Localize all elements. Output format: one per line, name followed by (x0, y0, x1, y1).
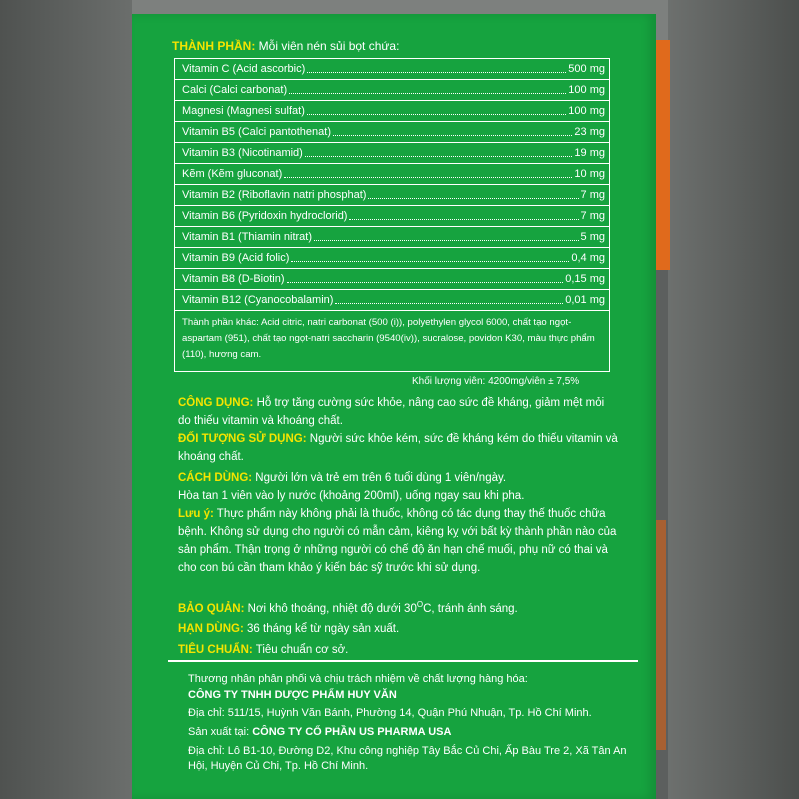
ingredient-name: Vitamin B5 (Calci pantothenat) (182, 126, 331, 138)
usage-section (178, 469, 618, 505)
manufacturer-intro: Sản xuất tại: (188, 726, 253, 738)
ingredient-amount: 100 mg (568, 105, 605, 117)
ingredient-amount: 500 mg (568, 63, 605, 75)
leader-dots (305, 156, 573, 157)
ingredients-intro: Mỗi viên nén sủi bọt chứa: (255, 39, 400, 53)
leader-dots (287, 282, 564, 283)
ingredient-name: Vitamin B3 (Nicotinamid) (182, 147, 303, 159)
leader-dots (368, 198, 578, 199)
section-divider (168, 660, 638, 662)
standard-keyword: TIÊU CHUẨN: (178, 644, 253, 656)
leader-dots (307, 72, 566, 73)
storage-keyword: BẢO QUẢN: (178, 602, 245, 615)
leader-dots (307, 114, 566, 115)
ingredients-heading (172, 39, 399, 53)
uses-text: Hỗ trợ tăng cường sức khỏe, nâng cao sức đề kháng, giảm mệt mỏi do thiếu vitamin và khoáng chất. (178, 397, 605, 427)
ingredient-amount: 100 mg (568, 84, 605, 96)
other-ingredients: Thành phần khác: Acid citric, natri carbonat (500 (i)), polyethylen glycol 6000, chất tạo ngọt-aspartam (951), chất tạo ngọt-natri saccharin (9540(iv)), sucralose, povidon K30, màu thực phẩm (110), hương cam. (182, 317, 595, 360)
ingredient-row (175, 206, 609, 227)
ingredient-row (175, 185, 609, 206)
uses-keyword: CÔNG DỤNG: (178, 397, 254, 409)
expiry-section (178, 620, 618, 638)
ingredient-name: Vitamin B9 (Acid folic) (182, 252, 290, 264)
background-left (0, 0, 132, 799)
ingredient-row (175, 164, 609, 185)
ingredients-table (174, 58, 610, 372)
ingredient-row (175, 269, 609, 290)
distributor-intro: Thương nhân phân phối và chịu trách nhiệm về chất lượng hàng hóa: (188, 673, 528, 685)
ingredient-amount: 23 mg (574, 126, 605, 138)
storage-text-end: C, tránh ánh sáng. (423, 602, 518, 615)
ingredient-amount: 7 mg (580, 210, 605, 222)
ingredient-name: Vitamin C (Acid ascorbic) (182, 63, 306, 75)
leader-dots (289, 93, 566, 94)
ingredient-name: Vitamin B8 (D-Biotin) (182, 273, 285, 285)
ingredient-row (175, 59, 609, 80)
product-box-panel (132, 14, 656, 799)
manufacturer-line (188, 725, 628, 740)
leader-dots (333, 135, 572, 136)
ingredient-row (175, 122, 609, 143)
storage-section (178, 596, 618, 618)
target-text: Người sức khỏe kém, sức đề kháng kém do thiếu vitamin và khoáng chất. (178, 433, 618, 463)
usage-text: Người lớn và trẻ em trên 6 tuổi dùng 1 viên/ngày. (252, 472, 507, 484)
ingredient-name: Magnesi (Magnesi sulfat) (182, 105, 305, 117)
ingredient-row (175, 248, 609, 269)
leader-dots (284, 177, 572, 178)
leader-dots (314, 240, 579, 241)
background-right (668, 0, 799, 799)
ingredient-amount: 0,01 mg (565, 294, 605, 306)
usage-text-2: Hòa tan 1 viên vào ly nước (khoảng 200ml), uống ngay sau khi pha. (178, 490, 525, 502)
uses-section (178, 394, 618, 430)
ingredient-rows (175, 59, 609, 311)
ingredient-row (175, 101, 609, 122)
ingredient-row (175, 227, 609, 248)
ingredient-name: Calci (Calci carbonat) (182, 84, 288, 96)
distributor-name: CÔNG TY TNHH DƯỢC PHẨM HUY VĂN (188, 689, 397, 701)
ingredient-row (175, 143, 609, 164)
ingredient-amount: 10 mg (574, 168, 605, 180)
ingredient-row (175, 80, 609, 101)
storage-degree: O (416, 600, 424, 609)
ingredient-amount: 0,15 mg (565, 273, 605, 285)
usage-keyword: CÁCH DÙNG: (178, 472, 253, 484)
ingredient-amount: 19 mg (574, 147, 605, 159)
target-keyword: ĐỐI TƯỢNG SỬ DỤNG: (178, 433, 307, 445)
ingredient-row (175, 290, 609, 311)
note-section (178, 505, 618, 577)
standard-text: Tiêu chuẩn cơ sở. (252, 644, 349, 656)
ingredient-amount: 5 mg (580, 231, 605, 243)
leader-dots (335, 303, 563, 304)
tablet-weight: Khối lượng viên: 4200mg/viên ± 7,5% (412, 376, 580, 387)
standard-section (178, 641, 618, 659)
target-section (178, 430, 618, 466)
storage-text: Nơi khô thoáng, nhiệt độ dưới 30 (244, 602, 417, 615)
expiry-text: 36 tháng kể từ ngày sản xuất. (243, 623, 400, 635)
ingredient-amount: 0,4 mg (571, 252, 605, 264)
note-keyword: Lưu ý: (178, 508, 214, 520)
distributor-address: Địa chỉ: 511/15, Huỳnh Văn Bánh, Phường 14, Quận Phú Nhuận, Tp. Hồ Chí Minh. (188, 707, 592, 719)
note-text: Thực phẩm này không phải là thuốc, không có tác dụng thay thế thuốc chữa bệnh. Không sử dụng cho người có mẫn cảm, kiêng kỵ với bất kỳ thành phần nào của sản phẩm. Thận trọng ở những người có chế độ ăn hạn chế muối, phụ nữ có thai và cho con bú cần tham khảo ý kiến bác sỹ trước khi sử dụng. (178, 508, 617, 574)
ingredients-keyword: THÀNH PHẦN: (172, 39, 256, 53)
ingredient-name: Vitamin B12 (Cyanocobalamin) (182, 294, 334, 306)
manufacturer-address: Địa chỉ: Lô B1-10, Đường D2, Khu công nghiệp Tây Bắc Củ Chi, Ấp Bàu Tre 2, Xã Tân An Hội, Huyện Củ Chi, Tp. Hồ Chí Minh. (188, 745, 627, 772)
leader-dots (349, 219, 578, 220)
ingredient-name: Vitamin B6 (Pyridoxin hydroclorid) (182, 210, 348, 222)
ingredient-name: Vitamin B2 (Riboflavin natri phosphat) (182, 189, 367, 201)
ingredient-amount: 7 mg (580, 189, 605, 201)
expiry-keyword: HẠN DÙNG: (178, 623, 244, 635)
ingredient-name: Kẽm (Kẽm gluconat) (182, 168, 283, 180)
manufacturer-name: CÔNG TY CỔ PHẦN US PHARMA USA (252, 726, 452, 738)
leader-dots (291, 261, 569, 262)
ingredient-name: Vitamin B1 (Thiamin nitrat) (182, 231, 313, 243)
